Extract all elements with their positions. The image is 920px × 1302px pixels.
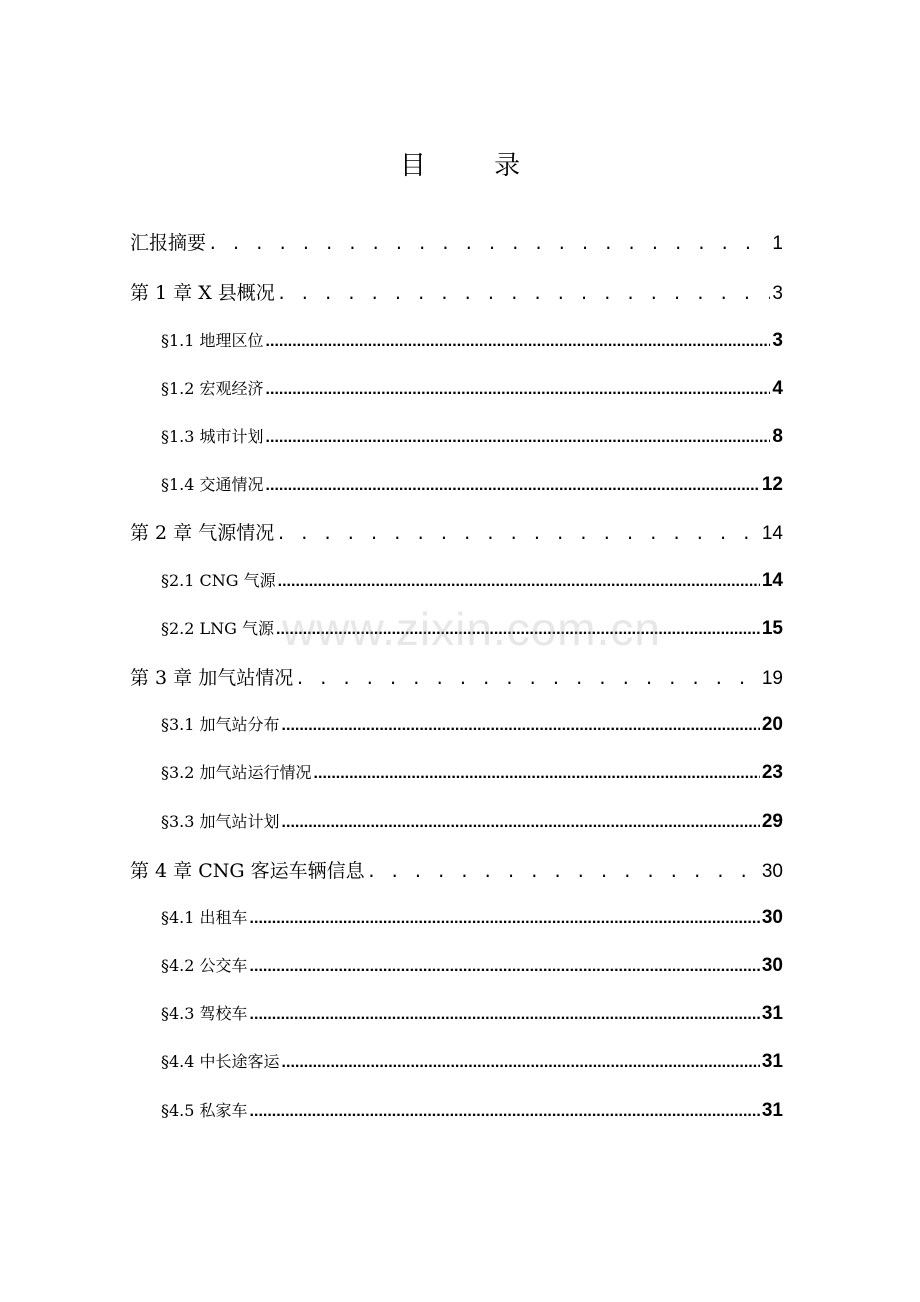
dot-leader bbox=[250, 956, 760, 976]
dot-leader bbox=[278, 571, 760, 591]
toc-entry-label: §4.3 驾校车 bbox=[161, 1004, 248, 1023]
toc-entry-section-1-3[interactable] bbox=[161, 424, 783, 448]
toc-entry-label: §1.1 地理区位 bbox=[161, 331, 264, 350]
toc-entry-page: 31 bbox=[761, 1003, 783, 1024]
toc-entry-page: 30 bbox=[761, 861, 783, 882]
dot-leader bbox=[266, 427, 771, 447]
dot-leader bbox=[282, 812, 760, 832]
toc-entry-label: §3.3 加气站计划 bbox=[161, 812, 280, 831]
toc-entry-section-1-2[interactable] bbox=[161, 376, 783, 400]
toc-entry-section-2-2[interactable] bbox=[161, 616, 783, 640]
toc-entry-page: 19 bbox=[761, 668, 783, 689]
toc-entry-page: 3 bbox=[772, 330, 783, 351]
toc-entry-label: §4.1 出租车 bbox=[161, 908, 248, 927]
toc-entry-label: §1.2 宏观经济 bbox=[161, 379, 264, 398]
toc-entry-section-1-1[interactable] bbox=[161, 328, 783, 352]
dot-leader bbox=[367, 860, 760, 882]
toc-entry-label: 汇报摘要 bbox=[130, 232, 207, 254]
toc-entry-label: §2.1 CNG 气源 bbox=[161, 571, 276, 590]
dot-leader bbox=[250, 908, 760, 928]
toc-entry-page: 31 bbox=[761, 1100, 783, 1121]
dot-leader bbox=[282, 1052, 760, 1072]
toc-entry-chapter-3[interactable] bbox=[130, 663, 783, 690]
watermark: www.zixin.com.cn bbox=[282, 603, 661, 655]
dot-leader bbox=[266, 331, 771, 351]
toc-entry-page: 23 bbox=[761, 762, 783, 783]
toc-entry-page: 12 bbox=[761, 474, 783, 495]
dot-leader bbox=[250, 1004, 760, 1024]
toc-title: 目 录 bbox=[399, 151, 551, 181]
dot-leader bbox=[208, 232, 770, 254]
dot-leader bbox=[276, 522, 760, 544]
toc-entry-section-1-4[interactable] bbox=[161, 472, 783, 496]
toc-entry-chapter-2[interactable] bbox=[130, 518, 783, 545]
toc-entry-label: 第 2 章 气源情况 bbox=[130, 522, 275, 544]
toc-entry-label: 第 1 章 X 县概况 bbox=[130, 282, 275, 304]
toc-entry-section-3-3[interactable] bbox=[161, 809, 783, 833]
toc-entry-section-2-1[interactable] bbox=[161, 568, 783, 592]
toc-entry-page: 30 bbox=[761, 955, 783, 976]
toc-entry-page: 15 bbox=[761, 618, 783, 639]
toc-entry-page: 8 bbox=[772, 426, 783, 447]
toc-entry-page: 3 bbox=[772, 283, 783, 304]
toc-entry-label: §4.4 中长途客运 bbox=[161, 1052, 280, 1071]
toc-entry-page: 29 bbox=[761, 811, 783, 832]
toc-entry-label: §4.2 公交车 bbox=[161, 956, 248, 975]
toc-entry-label: 第 4 章 CNG 客运车辆信息 bbox=[130, 860, 365, 882]
dot-leader bbox=[276, 619, 760, 639]
toc-entry-page: 4 bbox=[772, 378, 783, 399]
toc-entry-chapter-1[interactable] bbox=[130, 278, 783, 305]
toc-entry-section-3-1[interactable] bbox=[161, 712, 783, 736]
dot-leader bbox=[282, 715, 760, 735]
toc-entry-label: §3.1 加气站分布 bbox=[161, 715, 280, 734]
toc-entry-label: §3.2 加气站运行情况 bbox=[161, 763, 312, 782]
toc-entry-page: 1 bbox=[772, 233, 783, 254]
toc-entry-label: §4.5 私家车 bbox=[161, 1101, 248, 1120]
toc-entry-label: 第 3 章 加气站情况 bbox=[130, 667, 294, 689]
toc-entry-section-4-4[interactable] bbox=[161, 1049, 783, 1073]
toc-entry-chapter-4[interactable] bbox=[130, 856, 783, 883]
toc-entry-section-4-5[interactable] bbox=[161, 1098, 783, 1122]
toc-entry-section-4-1[interactable] bbox=[161, 905, 783, 929]
toc-entry-label: §2.2 LNG 气源 bbox=[161, 619, 275, 638]
toc-entry-page: 31 bbox=[761, 1051, 783, 1072]
toc-entry-section-4-3[interactable] bbox=[161, 1001, 783, 1025]
toc-entry-label: §1.4 交通情况 bbox=[161, 475, 264, 494]
toc-entry-section-4-2[interactable] bbox=[161, 953, 783, 977]
toc-entry-page: 14 bbox=[761, 523, 783, 544]
dot-leader bbox=[295, 667, 760, 689]
dot-leader bbox=[277, 282, 771, 304]
toc-entry-page: 30 bbox=[761, 907, 783, 928]
dot-leader bbox=[266, 475, 760, 495]
toc-entry-label: §1.3 城市计划 bbox=[161, 427, 264, 446]
toc-entry-page: 20 bbox=[761, 714, 783, 735]
dot-leader bbox=[266, 379, 771, 399]
dot-leader bbox=[314, 763, 760, 783]
toc-entry-section-3-2[interactable] bbox=[161, 760, 783, 784]
toc-entry-summary[interactable] bbox=[130, 228, 783, 255]
dot-leader bbox=[250, 1101, 760, 1121]
toc-entry-page: 14 bbox=[761, 570, 783, 591]
